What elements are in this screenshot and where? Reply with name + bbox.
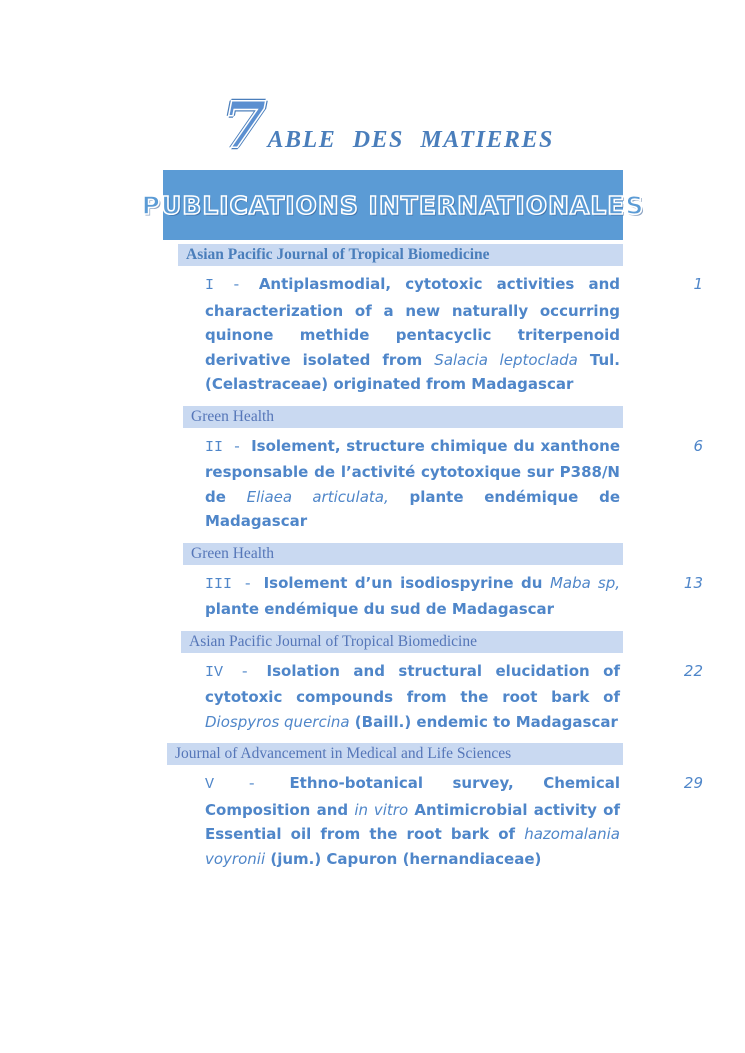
entry-title	[205, 434, 620, 534]
entry-species-italic: hazomalania voyronii	[205, 825, 620, 868]
journal-header: Green Health	[183, 543, 623, 565]
journal-header: Asian Pacific Journal of Tropical Biomedicine	[181, 631, 623, 653]
toc-entry	[205, 571, 703, 622]
toc-entry	[205, 434, 703, 534]
toc-entry	[205, 771, 703, 871]
journal-header: Asian Pacific Journal of Tropical Biomedicine	[178, 244, 623, 266]
entry-species-italic: Salacia leptoclada	[434, 350, 578, 369]
entry-numeral: II -	[205, 438, 252, 456]
banner-label: PUBLICATIONS INTERNATIONALES	[141, 190, 645, 220]
entry-species-italic: in vitro	[354, 800, 409, 819]
entry-numeral: IV -	[205, 663, 267, 681]
toc-entry	[205, 659, 703, 735]
publications-banner	[141, 170, 645, 240]
entry-text-segment: Isolement d’un isodiospyrine du	[263, 573, 550, 592]
entry-species-italic: Diospyros quercina	[205, 712, 350, 731]
title-initial-decorative-t: 7	[222, 88, 267, 163]
entry-numeral: V -	[205, 776, 290, 793]
page-number: 13	[683, 573, 703, 592]
page-number: 6	[693, 436, 703, 455]
page-number: 22	[683, 661, 703, 680]
entry-text-segment: (Baill.) endemic to Madagascar	[349, 712, 618, 731]
entry-text-segment: Isolement, structure chimique du xanthone responsable de l’activité cytotoxique sur P388/N de	[205, 436, 620, 506]
entry-text-segment: Isolation and structural elucidation of cytotoxic compounds from the root bark of	[205, 661, 620, 706]
document-body	[141, 170, 703, 880]
entry-text-segment: Antiplasmodial, cytotoxic activities and characterization of a new naturally occurring quinone methide pentacyclic triterpenoid derivative isolated from	[205, 275, 621, 369]
entry-text-segment: Antimicrobial activity of Essential oil from the root bark of	[205, 800, 620, 843]
entry-title	[205, 272, 620, 397]
entry-text-segment: Tul. (Celastraceae) originated from Madagascar	[205, 350, 620, 393]
entry-numeral: III -	[205, 575, 264, 593]
entry-text-segment: plante endémique de Madagascar	[205, 487, 620, 530]
entry-title	[205, 771, 620, 871]
entry-species-italic: Eliaea articulata,	[246, 487, 389, 506]
journal-header: Journal of Advancement in Medical and Life Sciences	[167, 743, 623, 765]
entry-text-segment: plante endémique du sud de Madagascar	[205, 600, 555, 618]
entry-text-segment: Ethno-botanical survey, Chemical Composition and	[205, 774, 620, 819]
page-number: 29	[683, 774, 703, 792]
page-title	[222, 88, 554, 163]
page-number: 1	[693, 275, 703, 293]
entry-title	[205, 659, 620, 735]
title-text: ABLE DES MATIERES	[267, 127, 554, 153]
entry-title	[205, 571, 620, 622]
entry-text-segment: (jum.) Capuron (hernandiaceae)	[265, 849, 542, 868]
entry-numeral: I -	[205, 277, 259, 294]
journal-header: Green Health	[183, 406, 623, 428]
toc-entry	[205, 272, 703, 397]
entry-species-italic: Maba sp,	[549, 573, 620, 592]
